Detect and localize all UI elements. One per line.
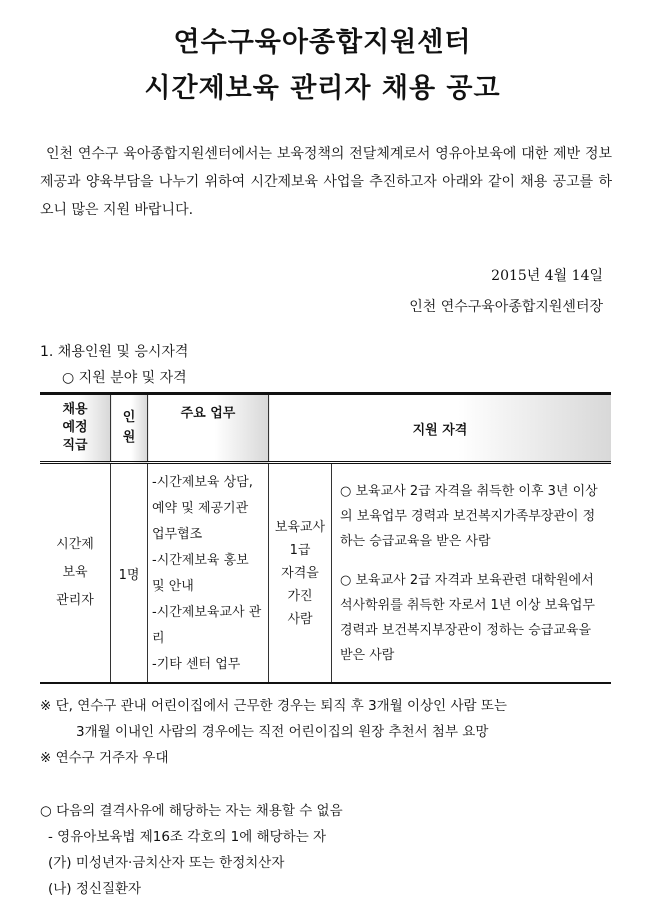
cell-criteria [332,463,612,684]
section1-heading: 1. 채용인원 및 응시자격 [40,344,189,360]
header-duties [148,394,269,463]
announcement-date: 2015년 4월 14일 [491,268,603,284]
note-2: ※ 연수구 거주자 우대 [40,750,169,766]
title-line1: 연수구육아종합지원센터 [173,27,472,58]
table-row [40,463,611,684]
recruitment-table [40,392,611,684]
header-duties-text: 주요 업무 [180,406,236,421]
signature: 인천 연수구육아종합지원센터장 [409,299,603,315]
header-position-text: 채용 예정 직급 [62,402,88,453]
criteria-item: ○ 보육교사 2급 자격과 보육관련 대학원에서 석사학위를 취득한 자로서 1년 이상 보육업무 경력과 보건복지부장관이 정하는 승급교육을 받은 사람 [340,572,595,663]
criteria-item: ○ 보육교사 2급 자격을 취득한 이후 3년 이상의 보육업무 경력과 보건복지가족부장관이 정하는 승급교육을 받은 사람 [340,483,598,549]
section1-subheading: ○ 지원 분야 및 자격 [62,370,187,386]
disqualification-item: (나) 정신질환자 [48,881,142,897]
cell-license [269,463,332,684]
cell-count [111,463,148,684]
disqualification-heading: ○ 다음의 결격사유에 해당하는 자는 채용할 수 없음 [40,803,343,819]
intro-paragraph: 인천 연수구 육아종합지원센터에서는 보육정책의 전달체계로서 영유아보육에 대한 제반 정보 제공과 양육부담을 나누기 위하여 시간제보육 사업을 추진하고자 아래와 같이 채용 공고를 하오니 많은 지원 바랍니다. [40,146,612,218]
duty-item: -시간제보육 홍보 및 안내 [152,553,249,594]
duty-item: -시간제보육 상담, 예약 및 제공기관 업무협조 [152,475,253,542]
cell-position-text: 시간제 보육 관리자 [56,537,94,608]
header-count-text: 인 원 [122,410,136,445]
disqualification-item: (가) 미성년자·금치산자 또는 한정치산자 [48,855,285,871]
cell-duties [148,463,269,684]
cell-position [40,463,111,684]
duty-item: -시간제보육교사 관리 [152,605,262,646]
disqualification-item: - 영유아보육법 제16조 각호의 1에 해당하는 자 [48,829,327,845]
duty-item: -기타 센터 업무 [152,657,241,672]
cell-count-text: 1명 [118,567,140,583]
cell-license-text: 보육교사 1급 자격을 가진 사람 [274,519,326,627]
note-1-line2: 3개월 이내인 사람의 경우에는 직전 어린이집의 원장 추천서 첨부 요망 [76,724,489,740]
header-qualification [269,394,612,463]
header-qualification-text: 지원 자격 [412,422,468,438]
note-1-line1: ※ 단, 연수구 관내 어린이집에서 근무한 경우는 퇴직 후 3개월 이상인 사람 또는 [40,698,507,714]
header-count [111,394,148,463]
title-line2: 시간제보육 관리자 채용 공고 [144,73,501,104]
header-position [40,394,111,463]
table-header-row [40,394,611,463]
